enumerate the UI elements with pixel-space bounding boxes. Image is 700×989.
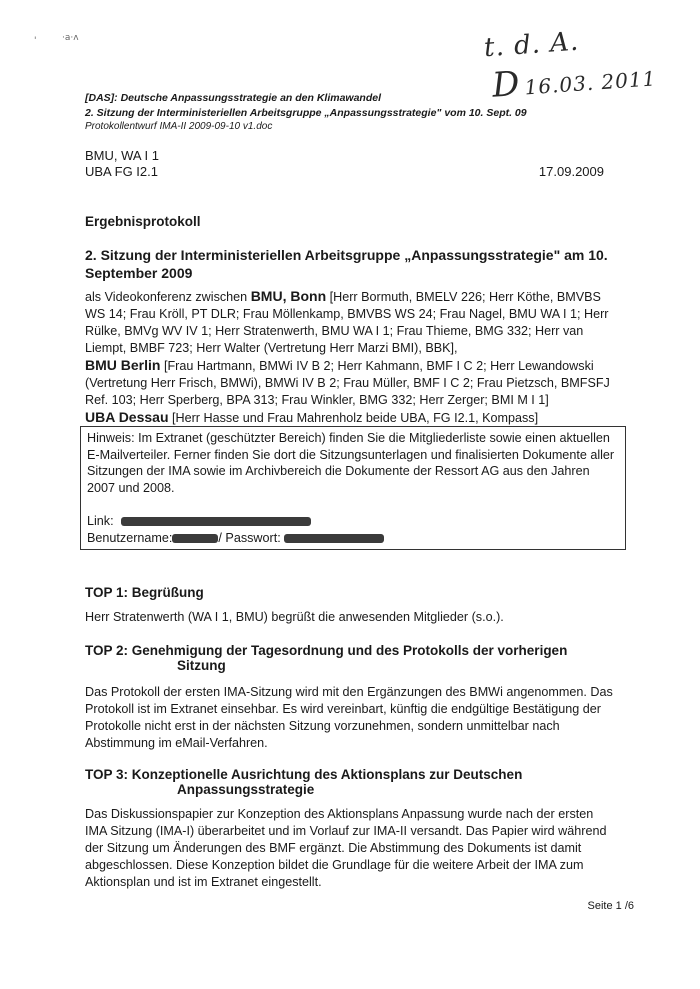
- hint-text: Hinweis: Im Extranet (geschützter Bereich) finden Sie die Mitgliederliste sowie einen aktuellen E-Mailverteiler. Ferner finden Sie dort die Sitzungsunterlagen und finalisierten Dokumente aller Sitzungen der IMA sowie im Archivbereich die Dokumente der Ressort AG aus den Jahren 2007 und 2008.: [87, 431, 615, 495]
- participants-berlin: [Frau Hartmann, BMWi IV B 2; Herr Kahmann, BMF I C 2; Herr Lewandowski (Vertretung Herr Frisch, BMWi), BMWi IV B 2; Frau Müller, BMF I C 2; Frau Pietzsch, BMFSFJ Ref. 103; Herr Sperberg, BPA 313; Frau Winkler, BMG 332; Herr Zerger; BMI M I 1]: [85, 359, 610, 407]
- participants-dessau: [Herr Hasse und Frau Mahrenholz beide UBA, FG I2.1, Kompass]: [168, 411, 539, 425]
- extranet-hint-box: [80, 426, 626, 550]
- scan-mark-top: ·a·ʌ: [62, 33, 79, 43]
- location-berlin: BMU Berlin: [85, 357, 161, 373]
- handwritten-date: 16.03. 2011: [523, 66, 658, 100]
- participants-intro: als Videokonferenz zwischen: [85, 290, 251, 304]
- participants-bonn: [Herr Bormuth, BMELV 226; Herr Köthe, BMVBS WS 14; Frau Kröll, PT DLR; Frau Möllenkamp, BMVBS WS 24; Frau Nagel, BMU WA I 1; Herr Rülke, BMVg WV IV 1; Herr Stratenwerth, BMU WA I 1; Frau Thieme, BMG 332; Herr van Liempt, BMBF 723; Herr Walter (Vertretung Herr Marzi BMI), BBK],: [85, 290, 609, 355]
- top1-text: Herr Stratenwerth (WA I 1, BMU) begrüßt die anwesenden Mitglieder (s.o.).: [85, 610, 504, 624]
- document-date: 17.09.2009: [538, 164, 604, 179]
- meeting-title: 2. Sitzung der Interministeriellen Arbeitsgruppe „Anpassungsstrategie" am 10. September 2009: [85, 247, 608, 281]
- top2-text: Das Protokoll der ersten IMA-Sitzung wird mit den Ergänzungen des BMWi angenommen. Das Protokoll ist im Extranet einsehbar. Es wird vereinbart, künftig die endgültige Bestätigung der Protokolle nicht erst in der nächsten Sitzung vorzunehmen, sondern unmittelbar nach Abstimmung im eMail-Verfahren.: [85, 685, 613, 750]
- page-number: Seite 1 /6: [587, 900, 634, 912]
- header-line-1: [DAS]: Deutsche Anpassungsstrategie an den Klimawandel: [85, 92, 382, 104]
- doc-type-heading: Ergebnisprotokoll: [85, 214, 201, 229]
- top1-heading: TOP 1: Begrüßung: [85, 585, 204, 600]
- org-line-2: UBA FG I2.1: [85, 164, 158, 179]
- credentials-row: [87, 530, 619, 547]
- redacted-link: [121, 517, 311, 526]
- top3-heading: [85, 767, 522, 797]
- participants-paragraph: [85, 288, 617, 427]
- org-line-1: BMU, WA I 1: [85, 148, 159, 163]
- top2-heading: [85, 643, 567, 673]
- handwritten-initials: D: [490, 63, 522, 106]
- top3-heading-line1: TOP 3: Konzeptionelle Ausrichtung des Aktionsplans zur Deutschen: [85, 767, 523, 782]
- password-label: / Passwort:: [218, 530, 281, 545]
- redacted-username: [172, 534, 218, 543]
- header-filename: Protokollentwurf IMA-II 2009-09-10 v1.doc: [85, 121, 273, 132]
- handwritten-note-line2: [491, 54, 658, 105]
- handwritten-note-line1: t. d. A.: [483, 26, 581, 64]
- top2-heading-line1: TOP 2: Genehmigung der Tagesordnung und des Protokolls der vorherigen: [85, 643, 568, 658]
- link-label: Link:: [87, 514, 114, 528]
- top2-heading-line2: Sitzung: [177, 658, 226, 673]
- scan-mark-left: ': [34, 36, 37, 46]
- location-dessau: UBA Dessau: [85, 409, 169, 425]
- location-bonn: BMU, Bonn: [250, 288, 327, 304]
- header-line-2: 2. Sitzung der Interministeriellen Arbeitsgruppe „Anpassungsstrategie" vom 10. Sept. 09: [85, 107, 527, 119]
- redacted-password: [284, 534, 384, 543]
- link-row: [87, 513, 619, 530]
- top3-text: Das Diskussionspapier zur Konzeption des Aktionsplans Anpassung wurde nach der ersten IMA Sitzung (IMA-I) überarbeitet und im Vorlauf zur IMA-II versandt. Das Papier wird während der Sitzung um Änderungen des BMF ergänzt. Die Abstimmung des Dokuments ist damit abgeschlossen. Diese Konzeption bildet die Grundlage für die weitere Arbeit der IMA zum Aktionsplan und ist im Extranet eingestellt.: [85, 807, 607, 889]
- top3-heading-line2: Anpassungsstrategie: [177, 782, 315, 797]
- username-label: Benutzername:: [87, 530, 173, 545]
